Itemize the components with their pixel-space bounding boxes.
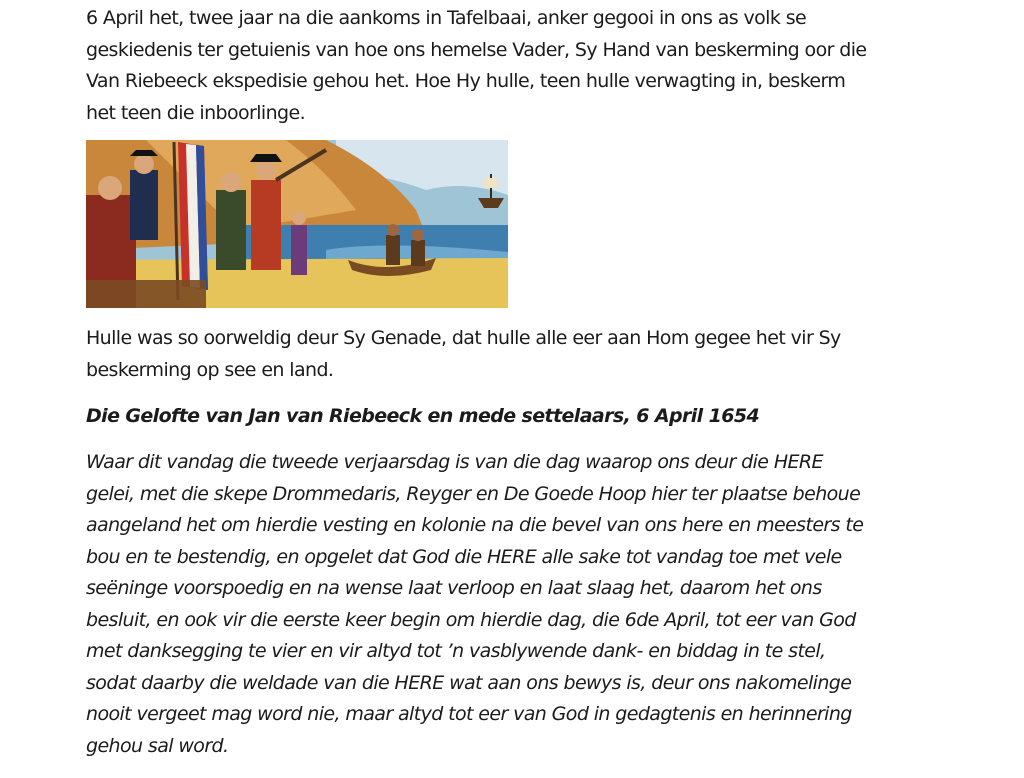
text-line: 6 April het, twee jaar na die aankoms in Tafelbaai, anker gegooi in ons as volk se — [86, 7, 807, 29]
vow-heading: Die Gelofte van Jan van Riebeeck en mede settelaars, 6 April 1654 — [86, 405, 760, 427]
text-line: besluit, en ook vir die eerste keer begin om hierdie dag, die 6de April, tot eer van God — [86, 608, 856, 631]
text-line: met danksegging te vier en vir altyd tot ’n vasblywende dank- en biddag in te stel, — [86, 640, 826, 662]
text-line: Van Riebeeck ekspedisie gehou het. Hoe Hy hulle, teen hulle verwagting in, beskerm — [86, 70, 846, 92]
text-line: Waar dit vandag die tweede verjaarsdag is van die dag waarop ons deur die HERE — [86, 451, 823, 473]
intro-paragraph — [86, 3, 867, 129]
chest — [86, 280, 206, 308]
text-line: gehou sal word. — [86, 734, 229, 757]
text-line: geskiedenis ter getuienis van hoe ons hemelse Vader, Sy Hand van beskerming oor die — [86, 38, 867, 61]
text-line: sodat daarby die weldade van die HERE wat aan ons bewys is, deur ons nakomelinge — [86, 671, 852, 694]
text-line: aangeland het om hierdie vesting en kolonie na die bevel van ons here en meesters te — [86, 514, 864, 536]
text-line: seëninge voorspoedig en na wense laat verloop en laat slaag het, daarom het ons — [86, 577, 822, 599]
text-line: Hulle was so oorweldig deur Sy Genade, dat hulle alle eer aan Hom gegee het vir Sy — [86, 327, 841, 349]
text-line: het teen die inboorlinge. — [86, 101, 306, 124]
landing-painting — [86, 140, 508, 308]
text-line: beskerming op see en land. — [86, 358, 334, 381]
text-line: nooit vergeet mag word nie, maar altyd tot eer van God in gedagtenis en herinnering — [86, 703, 852, 725]
landing-painting-illustration — [86, 140, 508, 308]
text-line: bou en te bestendig, en opgelet dat God die HERE alle sake tot vandag toe met vele — [86, 545, 842, 568]
grace-paragraph — [86, 323, 841, 386]
vow-text — [86, 447, 863, 762]
text-line: gelei, met die skepe Drommedaris, Reyger en De Goede Hoop hier ter plaatse behoue — [86, 482, 861, 505]
